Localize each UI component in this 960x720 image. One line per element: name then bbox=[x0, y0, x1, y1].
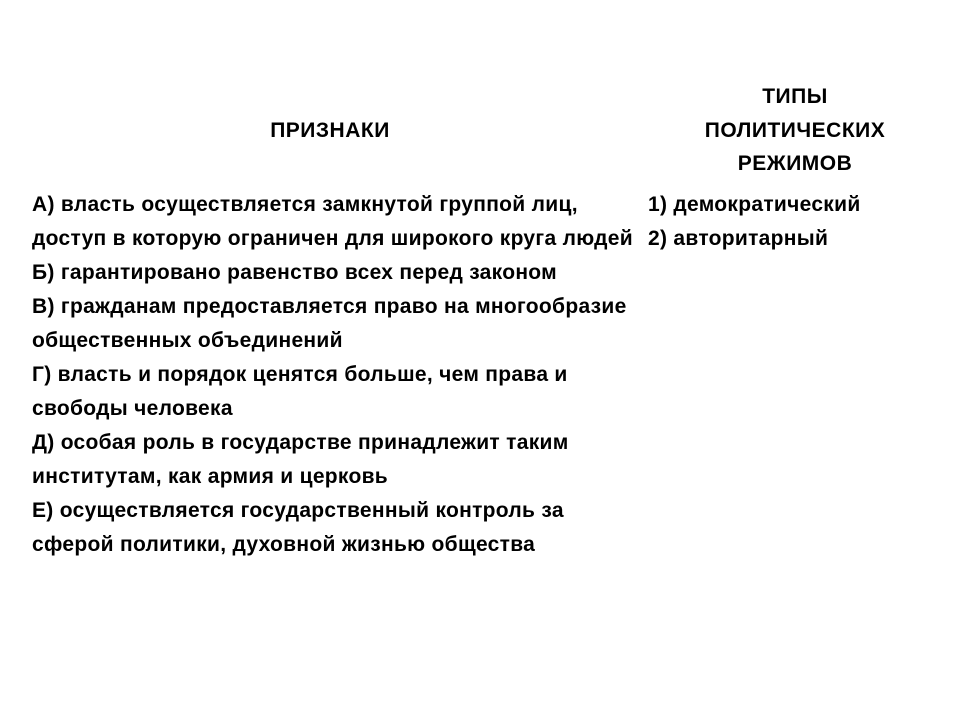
feature-item: Г) власть и порядок ценятся больше, чем права и свободы человека bbox=[32, 363, 568, 420]
types-header-line: РЕЖИМОВ bbox=[737, 152, 853, 175]
features-column-header: ПРИЗНАКИ bbox=[270, 119, 390, 142]
regime-types-list bbox=[648, 188, 948, 256]
regime-type-item: 2) авторитарный bbox=[648, 227, 829, 250]
feature-item: Е) осуществляется государственный контроль за сферой политики, духовной жизнью общества bbox=[32, 499, 564, 556]
feature-item: В) гражданам предоставляется право на многообразие общественных объединений bbox=[32, 295, 627, 352]
features-list bbox=[32, 188, 642, 562]
feature-item: Д) особая роль в государстве принадлежит таким институтам, как армия и церковь bbox=[32, 431, 569, 488]
feature-item: Б) гарантировано равенство всех перед законом bbox=[32, 261, 557, 284]
types-column-header bbox=[660, 80, 930, 181]
regime-type-item: 1) демократический bbox=[648, 193, 861, 216]
feature-item: А) власть осуществляется замкнутой группой лиц, доступ в которую ограничен для широкого круга людей bbox=[32, 193, 633, 250]
types-header-line: ТИПЫ bbox=[762, 85, 828, 108]
types-header-line: ПОЛИТИЧЕСКИХ bbox=[704, 118, 886, 142]
